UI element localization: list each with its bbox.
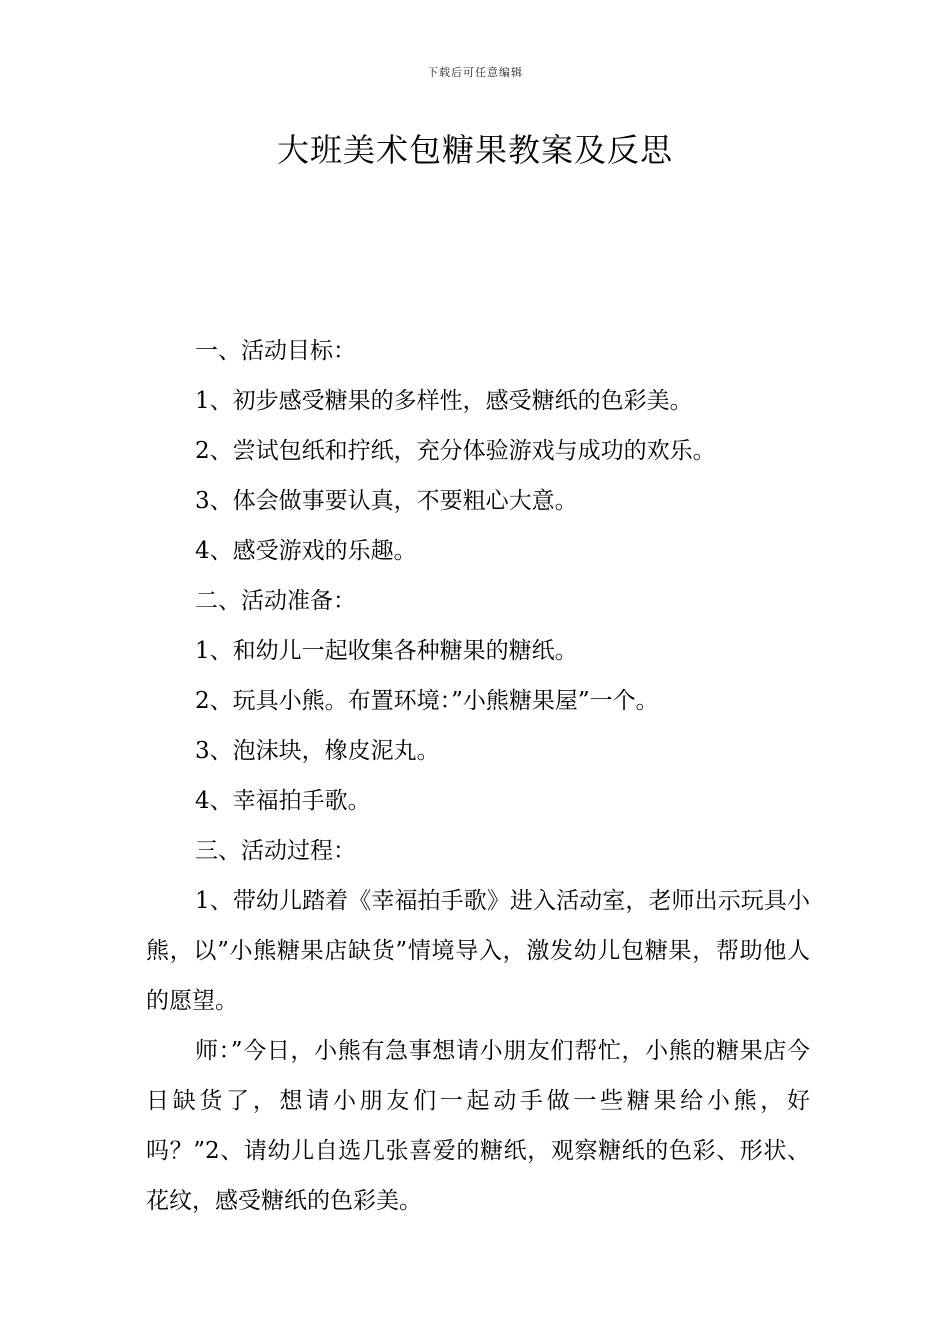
preparation-item-1: 1、和幼儿一起收集各种糖果的糖纸。 (195, 638, 578, 664)
preparation-item-3: 3、泡沫块，橡皮泥丸。 (195, 738, 440, 764)
preparation-item-2: 2、玩具小熊。布置环境：”小熊糖果屋”一个。 (195, 688, 659, 714)
goal-item-4: 4、感受游戏的乐趣。 (195, 538, 417, 564)
preparation-item-4: 4、幸福拍手歌。 (195, 788, 371, 814)
section-heading-process: 三、活动过程： (195, 838, 356, 864)
page-header-note: 下载后可任意编辑 (427, 66, 523, 79)
document-title: 大班美术包糖果教案及反思 (276, 131, 673, 169)
goal-item-3: 3、体会做事要认真，不要粗心大意。 (195, 488, 578, 514)
goal-item-1: 1、初步感受糖果的多样性，感受糖纸的色彩美。 (195, 388, 693, 414)
section-heading-preparation: 二、活动准备： (195, 588, 356, 614)
process-teacher-speech: 师：”今日，小熊有急事想请小朋友们帮忙，小熊的糖果店今日缺货了，想请小朋友们一起动手做一些糖果给小熊，好吗？”2、请幼儿自选几张喜爱的糖纸，观察糖纸的色彩、形状、花纹，感受糖纸的色彩美。 (146, 1038, 810, 1214)
goal-item-2: 2、尝试包纸和拧纸，充分体验游戏与成功的欢乐。 (195, 438, 716, 464)
section-heading-goals: 一、活动目标： (195, 338, 356, 364)
document-body (146, 326, 810, 1226)
process-step-1: 1、带幼儿踏着《幸福拍手歌》进入活动室，老师出示玩具小熊，以”小熊糖果店缺货”情境导入，激发幼儿包糖果，帮助他人的愿望。 (146, 888, 810, 1014)
